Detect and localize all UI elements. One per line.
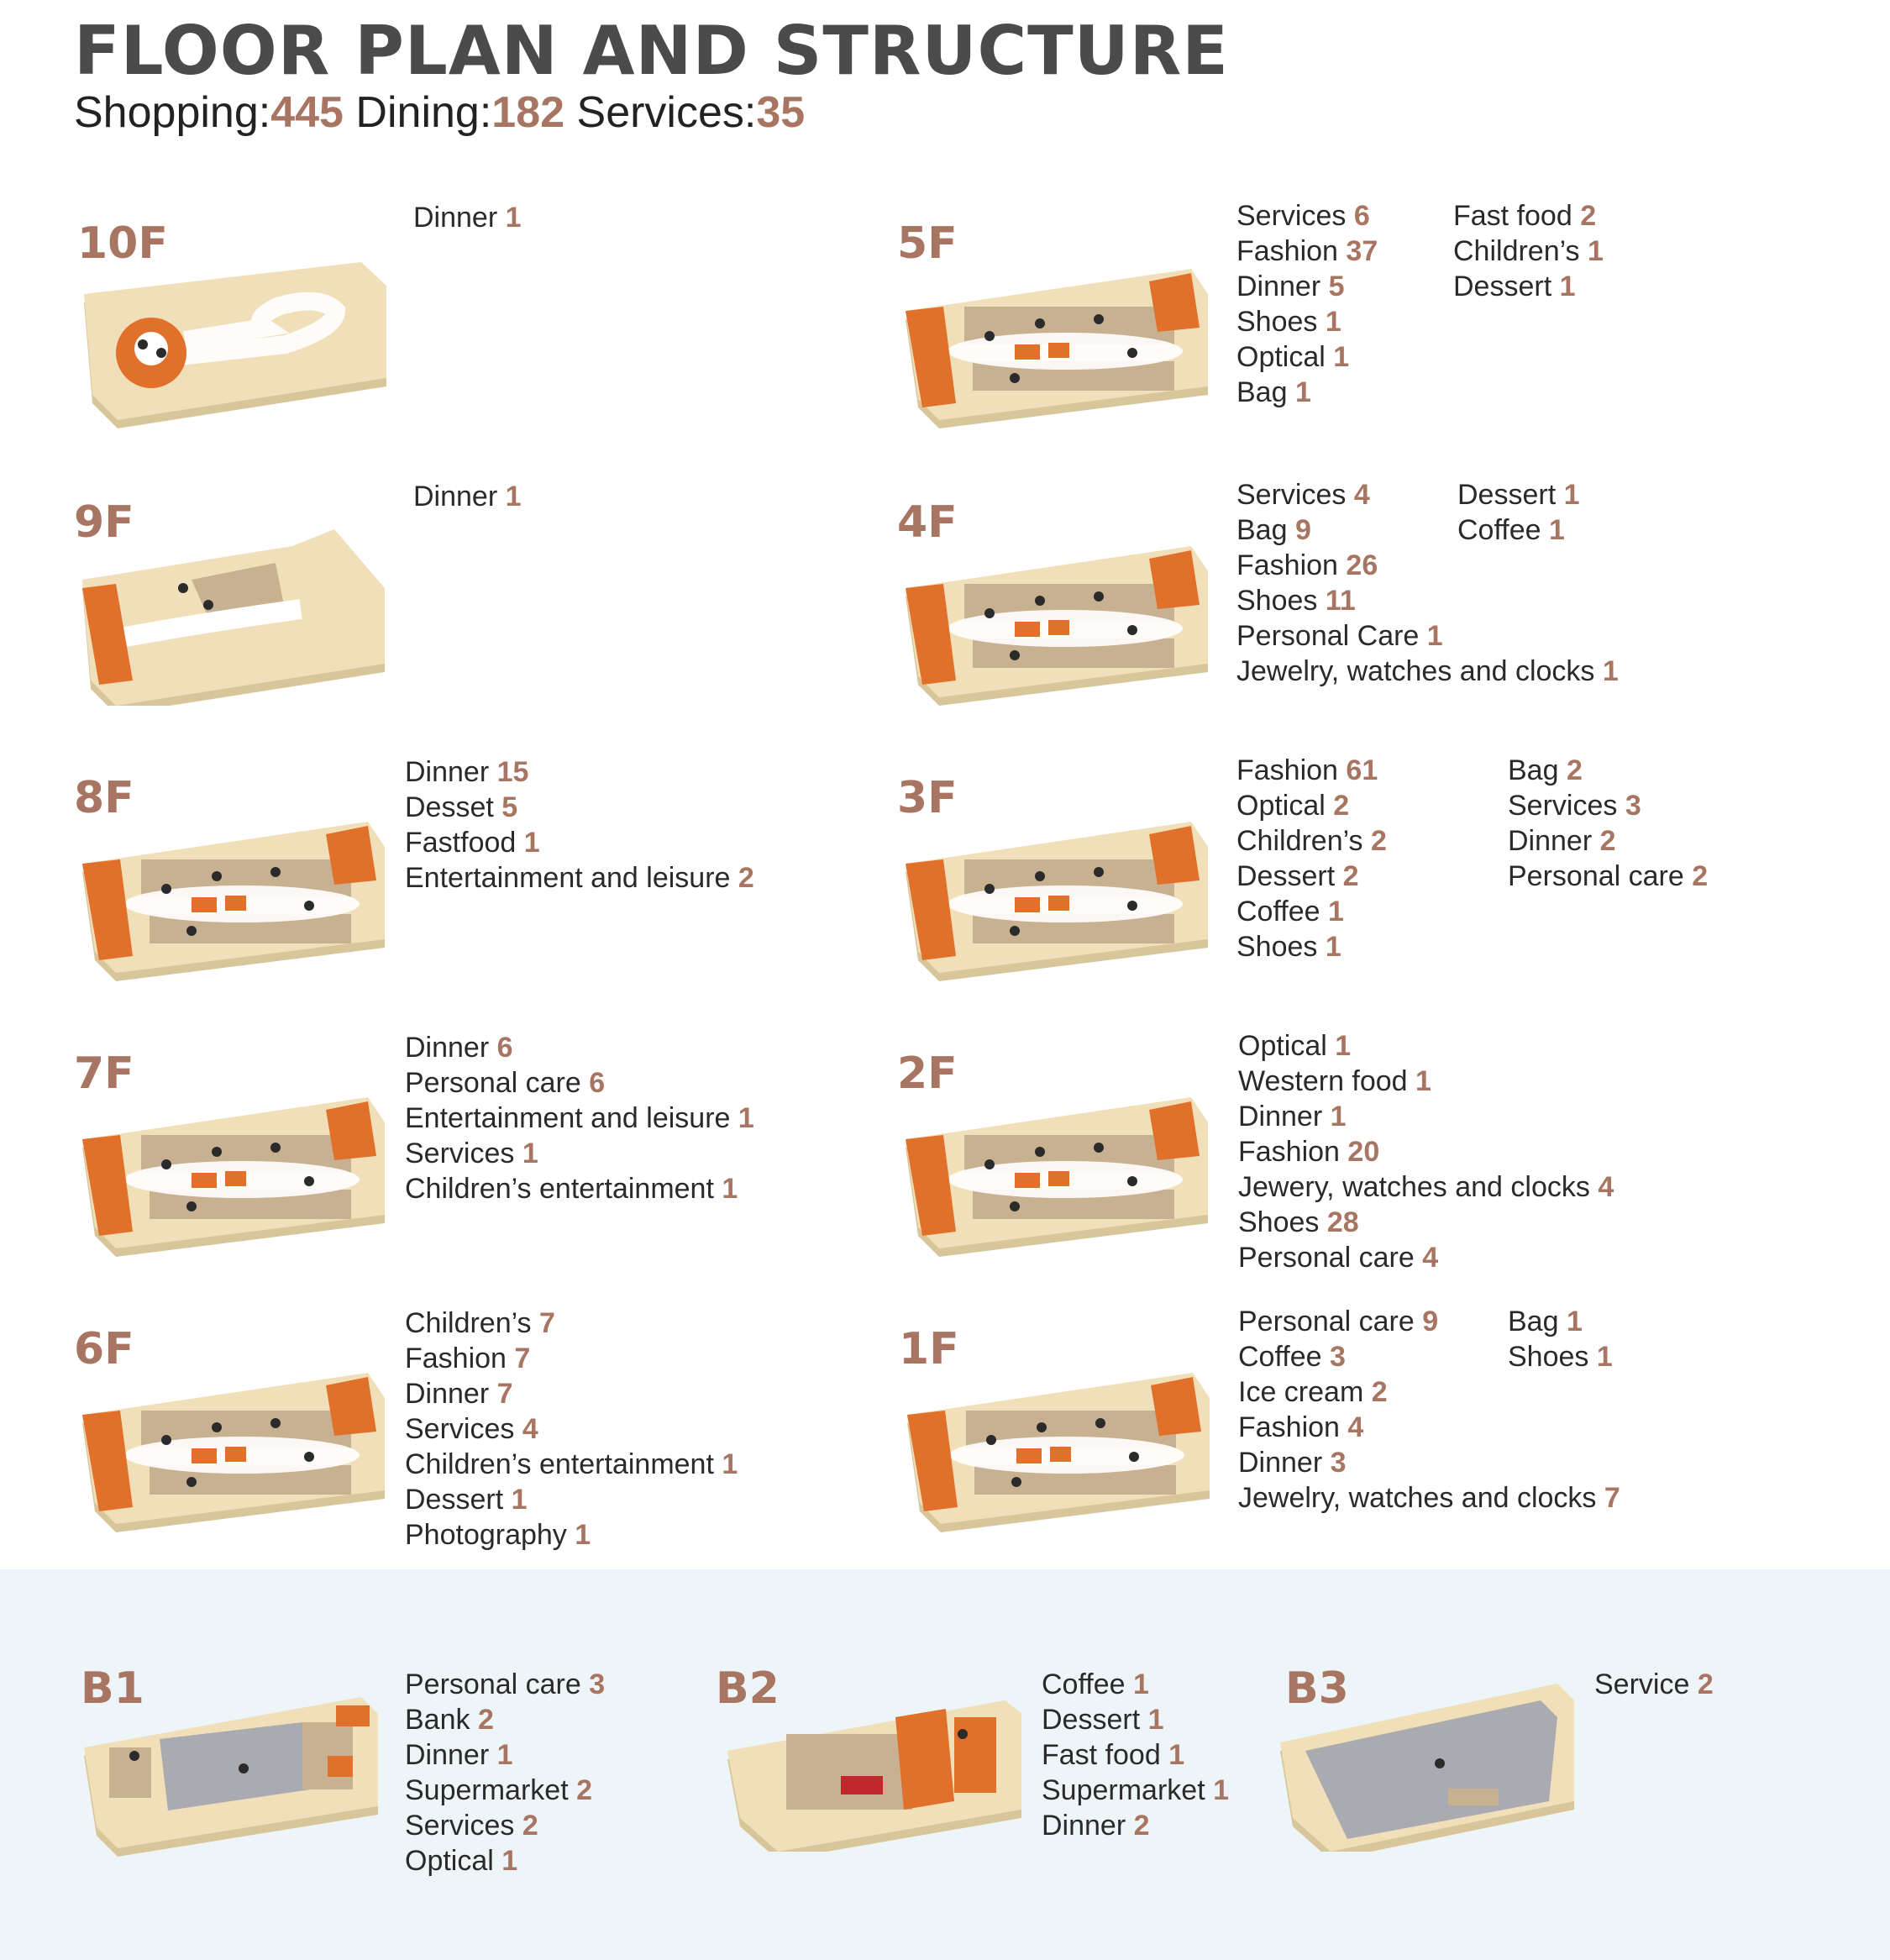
category-list-7f (405, 1030, 754, 1206)
category-count: 26 (1346, 549, 1378, 581)
category-name: Entertainment and leisure (405, 862, 738, 894)
category-name: Dessert (1042, 1704, 1148, 1736)
category-name: Bag (1236, 514, 1295, 546)
category-item (1042, 1737, 1229, 1773)
category-name: Fashion (1236, 235, 1347, 267)
category-name: Dinner (1238, 1101, 1331, 1132)
floor-label-b2: B2 (716, 1663, 780, 1714)
category-count: 2 (1697, 1668, 1714, 1700)
category-name: Fastfood (405, 827, 524, 859)
category-item (1453, 269, 1604, 304)
category-item (405, 1136, 754, 1171)
category-list-8f (405, 754, 754, 896)
floor-plan-b3 (1280, 1667, 1591, 1856)
category-item (1236, 375, 1378, 410)
category-count: 6 (496, 1032, 513, 1064)
category-name: Services (405, 1138, 522, 1169)
category-name: Services (405, 1413, 522, 1445)
category-item (405, 1808, 605, 1843)
category-count: 2 (738, 862, 754, 894)
category-count: 9 (1294, 514, 1311, 546)
category-item (405, 1482, 738, 1517)
category-count: 4 (1353, 479, 1370, 511)
floor-label-2f: 2F (897, 1048, 958, 1099)
category-item (1236, 583, 1619, 618)
category-item (1236, 618, 1619, 654)
category-item (1238, 1374, 1620, 1410)
category-count: 2 (1580, 200, 1597, 232)
category-name: Dinner (405, 756, 497, 788)
category-name: Dinner (1042, 1810, 1134, 1842)
category-count: 3 (1625, 790, 1641, 822)
category-item (1236, 269, 1378, 304)
category-count: 1 (1330, 1101, 1347, 1132)
category-name: Personal care (1238, 1242, 1423, 1274)
category-name: Fast food (1453, 200, 1581, 232)
category-item (405, 1447, 738, 1482)
category-count: 7 (496, 1378, 513, 1410)
category-item (1236, 339, 1378, 375)
category-name: Children’s entertainment (405, 1448, 722, 1480)
category-item (405, 1843, 605, 1879)
category-name: Coffee (1238, 1341, 1331, 1373)
category-count: 1 (722, 1173, 738, 1205)
category-item (1238, 1410, 1620, 1445)
category-list-4f-col2 (1457, 477, 1580, 548)
category-name: Personal care (1508, 860, 1693, 892)
category-count: 1 (1596, 1341, 1613, 1373)
category-item (405, 1773, 605, 1808)
category-name: Children’s (1453, 235, 1588, 267)
category-name: Services (1236, 479, 1354, 511)
category-name: Services (1236, 200, 1354, 232)
category-count: 2 (1692, 860, 1709, 892)
category-count: 5 (1328, 271, 1345, 302)
category-count: 1 (1294, 376, 1311, 408)
category-name: Bag (1508, 1306, 1567, 1337)
category-list-3f-col2 (1508, 753, 1708, 894)
category-count: 1 (1559, 271, 1576, 302)
category-count: 3 (589, 1668, 606, 1700)
category-item (405, 1411, 738, 1447)
category-count: 1 (1147, 1704, 1164, 1736)
category-item (405, 1737, 605, 1773)
category-item (1236, 788, 1387, 823)
category-item (1238, 1099, 1614, 1134)
category-item (1508, 753, 1708, 788)
category-list-5f (1236, 198, 1378, 410)
category-name: Dinner (1238, 1447, 1331, 1479)
category-name: Optical (1236, 341, 1334, 373)
category-name: Fast food (1042, 1739, 1169, 1771)
category-item (405, 1030, 754, 1065)
category-name: Children’s (405, 1307, 540, 1339)
category-item (1236, 859, 1387, 894)
category-count: 9 (1422, 1306, 1439, 1337)
category-name: Shoes (1236, 585, 1326, 617)
category-count: 1 (523, 827, 540, 859)
category-count: 1 (1602, 655, 1619, 687)
category-item (1042, 1702, 1229, 1737)
shopping-label: Shopping: (74, 88, 271, 137)
category-item (1236, 929, 1387, 964)
category-count: 4 (522, 1413, 538, 1445)
floor-plan-7f (82, 1072, 393, 1261)
floor-label-1f: 1F (899, 1324, 959, 1374)
category-list-1f-col2 (1508, 1304, 1613, 1374)
summary-line (74, 87, 805, 138)
category-item (1508, 823, 1708, 859)
category-count: 1 (1328, 896, 1344, 927)
category-count: 11 (1325, 585, 1356, 617)
category-name: Western food (1238, 1065, 1416, 1097)
floor-label-7f: 7F (74, 1048, 134, 1099)
category-count: 37 (1346, 235, 1378, 267)
category-count: 20 (1347, 1136, 1380, 1168)
floor-label-6f: 6F (74, 1324, 134, 1374)
category-name: Jewelry, watches and clocks (1238, 1482, 1604, 1514)
category-item (1042, 1773, 1229, 1808)
category-name: Supermarket (405, 1774, 577, 1806)
category-item (1238, 1480, 1620, 1516)
category-name: Services (405, 1810, 522, 1842)
category-count: 1 (1213, 1774, 1230, 1806)
category-count: 5 (501, 791, 518, 823)
category-name: Dinner (405, 1378, 497, 1410)
floor-label-8f: 8F (74, 773, 134, 823)
category-name: Ice cream (1238, 1376, 1372, 1408)
category-item (405, 1341, 738, 1376)
category-name: Dinner (413, 481, 506, 512)
floor-plan-9f (82, 521, 393, 710)
category-item (1457, 512, 1580, 548)
category-item (1236, 198, 1378, 234)
category-item (1238, 1028, 1614, 1064)
category-item (1238, 1240, 1614, 1275)
category-item (1238, 1205, 1614, 1240)
floor-label-b3: B3 (1285, 1663, 1349, 1714)
category-count: 15 (496, 756, 529, 788)
category-count: 1 (1426, 620, 1443, 652)
category-count: 1 (522, 1138, 538, 1169)
category-list-3f (1236, 753, 1387, 964)
category-count: 1 (1566, 1306, 1583, 1337)
category-item (1508, 788, 1708, 823)
category-name: Shoes (1236, 931, 1326, 963)
category-count: 1 (1549, 514, 1565, 546)
category-count: 2 (1371, 825, 1387, 857)
category-name: Personal Care (1236, 620, 1427, 652)
category-count: 1 (1333, 341, 1350, 373)
floor-label-4f: 4F (897, 497, 958, 548)
category-item (1236, 894, 1387, 929)
category-count: 2 (477, 1704, 494, 1736)
category-item (1238, 1169, 1614, 1205)
floor-label-3f: 3F (897, 773, 958, 823)
category-item (1508, 859, 1708, 894)
services-count: 35 (756, 88, 806, 137)
category-name: Bag (1236, 376, 1295, 408)
category-count: 1 (501, 1845, 518, 1877)
category-name: Fashion (405, 1343, 515, 1374)
floor-label-5f: 5F (897, 218, 958, 269)
floor-plan-b2 (727, 1667, 1038, 1856)
category-count: 1 (1325, 931, 1341, 963)
category-item (405, 1101, 754, 1136)
category-item (1457, 477, 1580, 512)
category-item (1042, 1808, 1229, 1843)
category-count: 3 (1330, 1447, 1347, 1479)
category-count: 2 (1133, 1810, 1150, 1842)
category-count: 6 (589, 1067, 606, 1099)
floor-plan-3f (906, 796, 1216, 985)
category-item (413, 479, 522, 514)
category-count: 2 (1566, 754, 1583, 786)
category-item (405, 754, 754, 790)
floor-plan-6f (82, 1348, 393, 1537)
category-count: 1 (1588, 235, 1604, 267)
category-item (1236, 823, 1387, 859)
category-name: Fashion (1236, 754, 1347, 786)
category-count: 1 (511, 1484, 528, 1516)
category-count: 6 (1353, 200, 1370, 232)
category-item (405, 1702, 605, 1737)
category-item (405, 825, 754, 860)
category-item (1508, 1304, 1613, 1339)
category-count: 2 (1333, 790, 1350, 822)
category-count: 61 (1346, 754, 1378, 786)
category-list-b1 (405, 1667, 605, 1879)
category-item (405, 790, 754, 825)
category-list-b3 (1594, 1667, 1714, 1702)
category-name: Optical (1236, 790, 1334, 822)
category-name: Personal care (405, 1668, 590, 1700)
category-count: 2 (1371, 1376, 1388, 1408)
category-name: Children’s (1236, 825, 1372, 857)
category-item (1594, 1667, 1714, 1702)
category-name: Dessert (1453, 271, 1560, 302)
category-count: 1 (505, 481, 522, 512)
category-count: 2 (522, 1810, 538, 1842)
floor-plan-b1 (84, 1672, 395, 1861)
category-item (405, 860, 754, 896)
dining-label: Dining: (355, 88, 492, 137)
category-count: 2 (1599, 825, 1616, 857)
category-name: Optical (405, 1845, 502, 1877)
category-name: Optical (1238, 1030, 1336, 1062)
category-count: 2 (576, 1774, 593, 1806)
category-list-9f (413, 479, 522, 514)
category-item (1238, 1064, 1614, 1099)
category-name: Entertainment and leisure (405, 1102, 738, 1134)
category-item (1236, 548, 1619, 583)
category-count: 1 (505, 202, 522, 234)
category-item (405, 1171, 754, 1206)
category-name: Jewery, watches and clocks (1238, 1171, 1599, 1203)
category-item (405, 1517, 738, 1553)
category-count: 1 (722, 1448, 738, 1480)
category-item (405, 1065, 754, 1101)
category-count: 3 (1330, 1341, 1346, 1373)
category-name: Bag (1508, 754, 1567, 786)
category-item (413, 200, 522, 235)
category-item (1042, 1667, 1229, 1702)
category-name: Coffee (1236, 896, 1329, 927)
page-title: FLOOR PLAN AND STRUCTURE (74, 12, 1229, 90)
category-name: Children’s entertainment (405, 1173, 722, 1205)
category-count: 4 (1422, 1242, 1439, 1274)
category-name: Dinner (413, 202, 506, 234)
category-name: Dinner (1236, 271, 1329, 302)
category-item (1236, 753, 1387, 788)
category-name: Services (1508, 790, 1625, 822)
category-count: 1 (1168, 1739, 1185, 1771)
category-item (1453, 198, 1604, 234)
floor-plan-8f (82, 796, 393, 985)
category-item (1508, 1339, 1613, 1374)
category-item (1236, 654, 1619, 689)
category-name: Dessert (405, 1484, 512, 1516)
category-name: Photography (405, 1519, 575, 1551)
category-list-2f (1238, 1028, 1614, 1275)
category-item (1236, 304, 1378, 339)
category-item (405, 1306, 738, 1341)
floor-label-b1: B1 (81, 1663, 144, 1714)
category-name: Bank (405, 1704, 478, 1736)
category-list-6f (405, 1306, 738, 1553)
category-name: Desset (405, 791, 502, 823)
category-name: Shoes (1508, 1341, 1597, 1373)
category-name: Coffee (1042, 1668, 1134, 1700)
category-name: Dessert (1457, 479, 1564, 511)
category-name: Supermarket (1042, 1774, 1214, 1806)
floor-plan-10f (84, 244, 395, 433)
category-count: 1 (575, 1519, 591, 1551)
category-name: Fashion (1238, 1411, 1348, 1443)
category-item (1238, 1134, 1614, 1169)
category-name: Personal care (1238, 1306, 1423, 1337)
category-count: 7 (1604, 1482, 1620, 1514)
floor-label-10f: 10F (77, 218, 168, 269)
category-count: 1 (496, 1739, 513, 1771)
floor-plan-4f (906, 521, 1216, 710)
category-item (405, 1667, 605, 1702)
category-count: 1 (1133, 1668, 1149, 1700)
category-list-10f (413, 200, 522, 235)
category-count: 1 (1563, 479, 1580, 511)
category-item (1238, 1445, 1620, 1480)
category-name: Dinner (405, 1739, 497, 1771)
floor-plan-1f (907, 1348, 1218, 1537)
category-count: 1 (1335, 1030, 1352, 1062)
category-count: 7 (514, 1343, 531, 1374)
category-count: 2 (1342, 860, 1359, 892)
category-name: Personal care (405, 1067, 590, 1099)
shopping-count: 445 (270, 88, 344, 137)
category-list-b2 (1042, 1667, 1229, 1843)
category-count: 1 (738, 1102, 754, 1134)
services-label: Services: (576, 88, 757, 137)
category-count: 7 (539, 1307, 555, 1339)
category-count: 4 (1347, 1411, 1364, 1443)
category-name: Service (1594, 1668, 1698, 1700)
category-item (1236, 234, 1378, 269)
category-name: Jewelry, watches and clocks (1236, 655, 1603, 687)
category-name: Dinner (1508, 825, 1600, 857)
category-item (1453, 234, 1604, 269)
floor-plan-2f (906, 1072, 1216, 1261)
category-count: 4 (1598, 1171, 1614, 1203)
category-name: Dessert (1236, 860, 1343, 892)
category-item (405, 1376, 738, 1411)
category-name: Fashion (1236, 549, 1347, 581)
category-name: Shoes (1236, 306, 1326, 338)
dining-count: 182 (491, 88, 565, 137)
category-name: Fashion (1238, 1136, 1348, 1168)
category-name: Shoes (1238, 1206, 1327, 1238)
floor-label-9f: 9F (74, 497, 134, 548)
category-name: Coffee (1457, 514, 1550, 546)
category-count: 1 (1325, 306, 1341, 338)
category-count: 28 (1326, 1206, 1359, 1238)
category-name: Dinner (405, 1032, 497, 1064)
floor-plan-5f (906, 244, 1216, 433)
category-count: 1 (1415, 1065, 1431, 1097)
category-list-5f-col2 (1453, 198, 1604, 304)
